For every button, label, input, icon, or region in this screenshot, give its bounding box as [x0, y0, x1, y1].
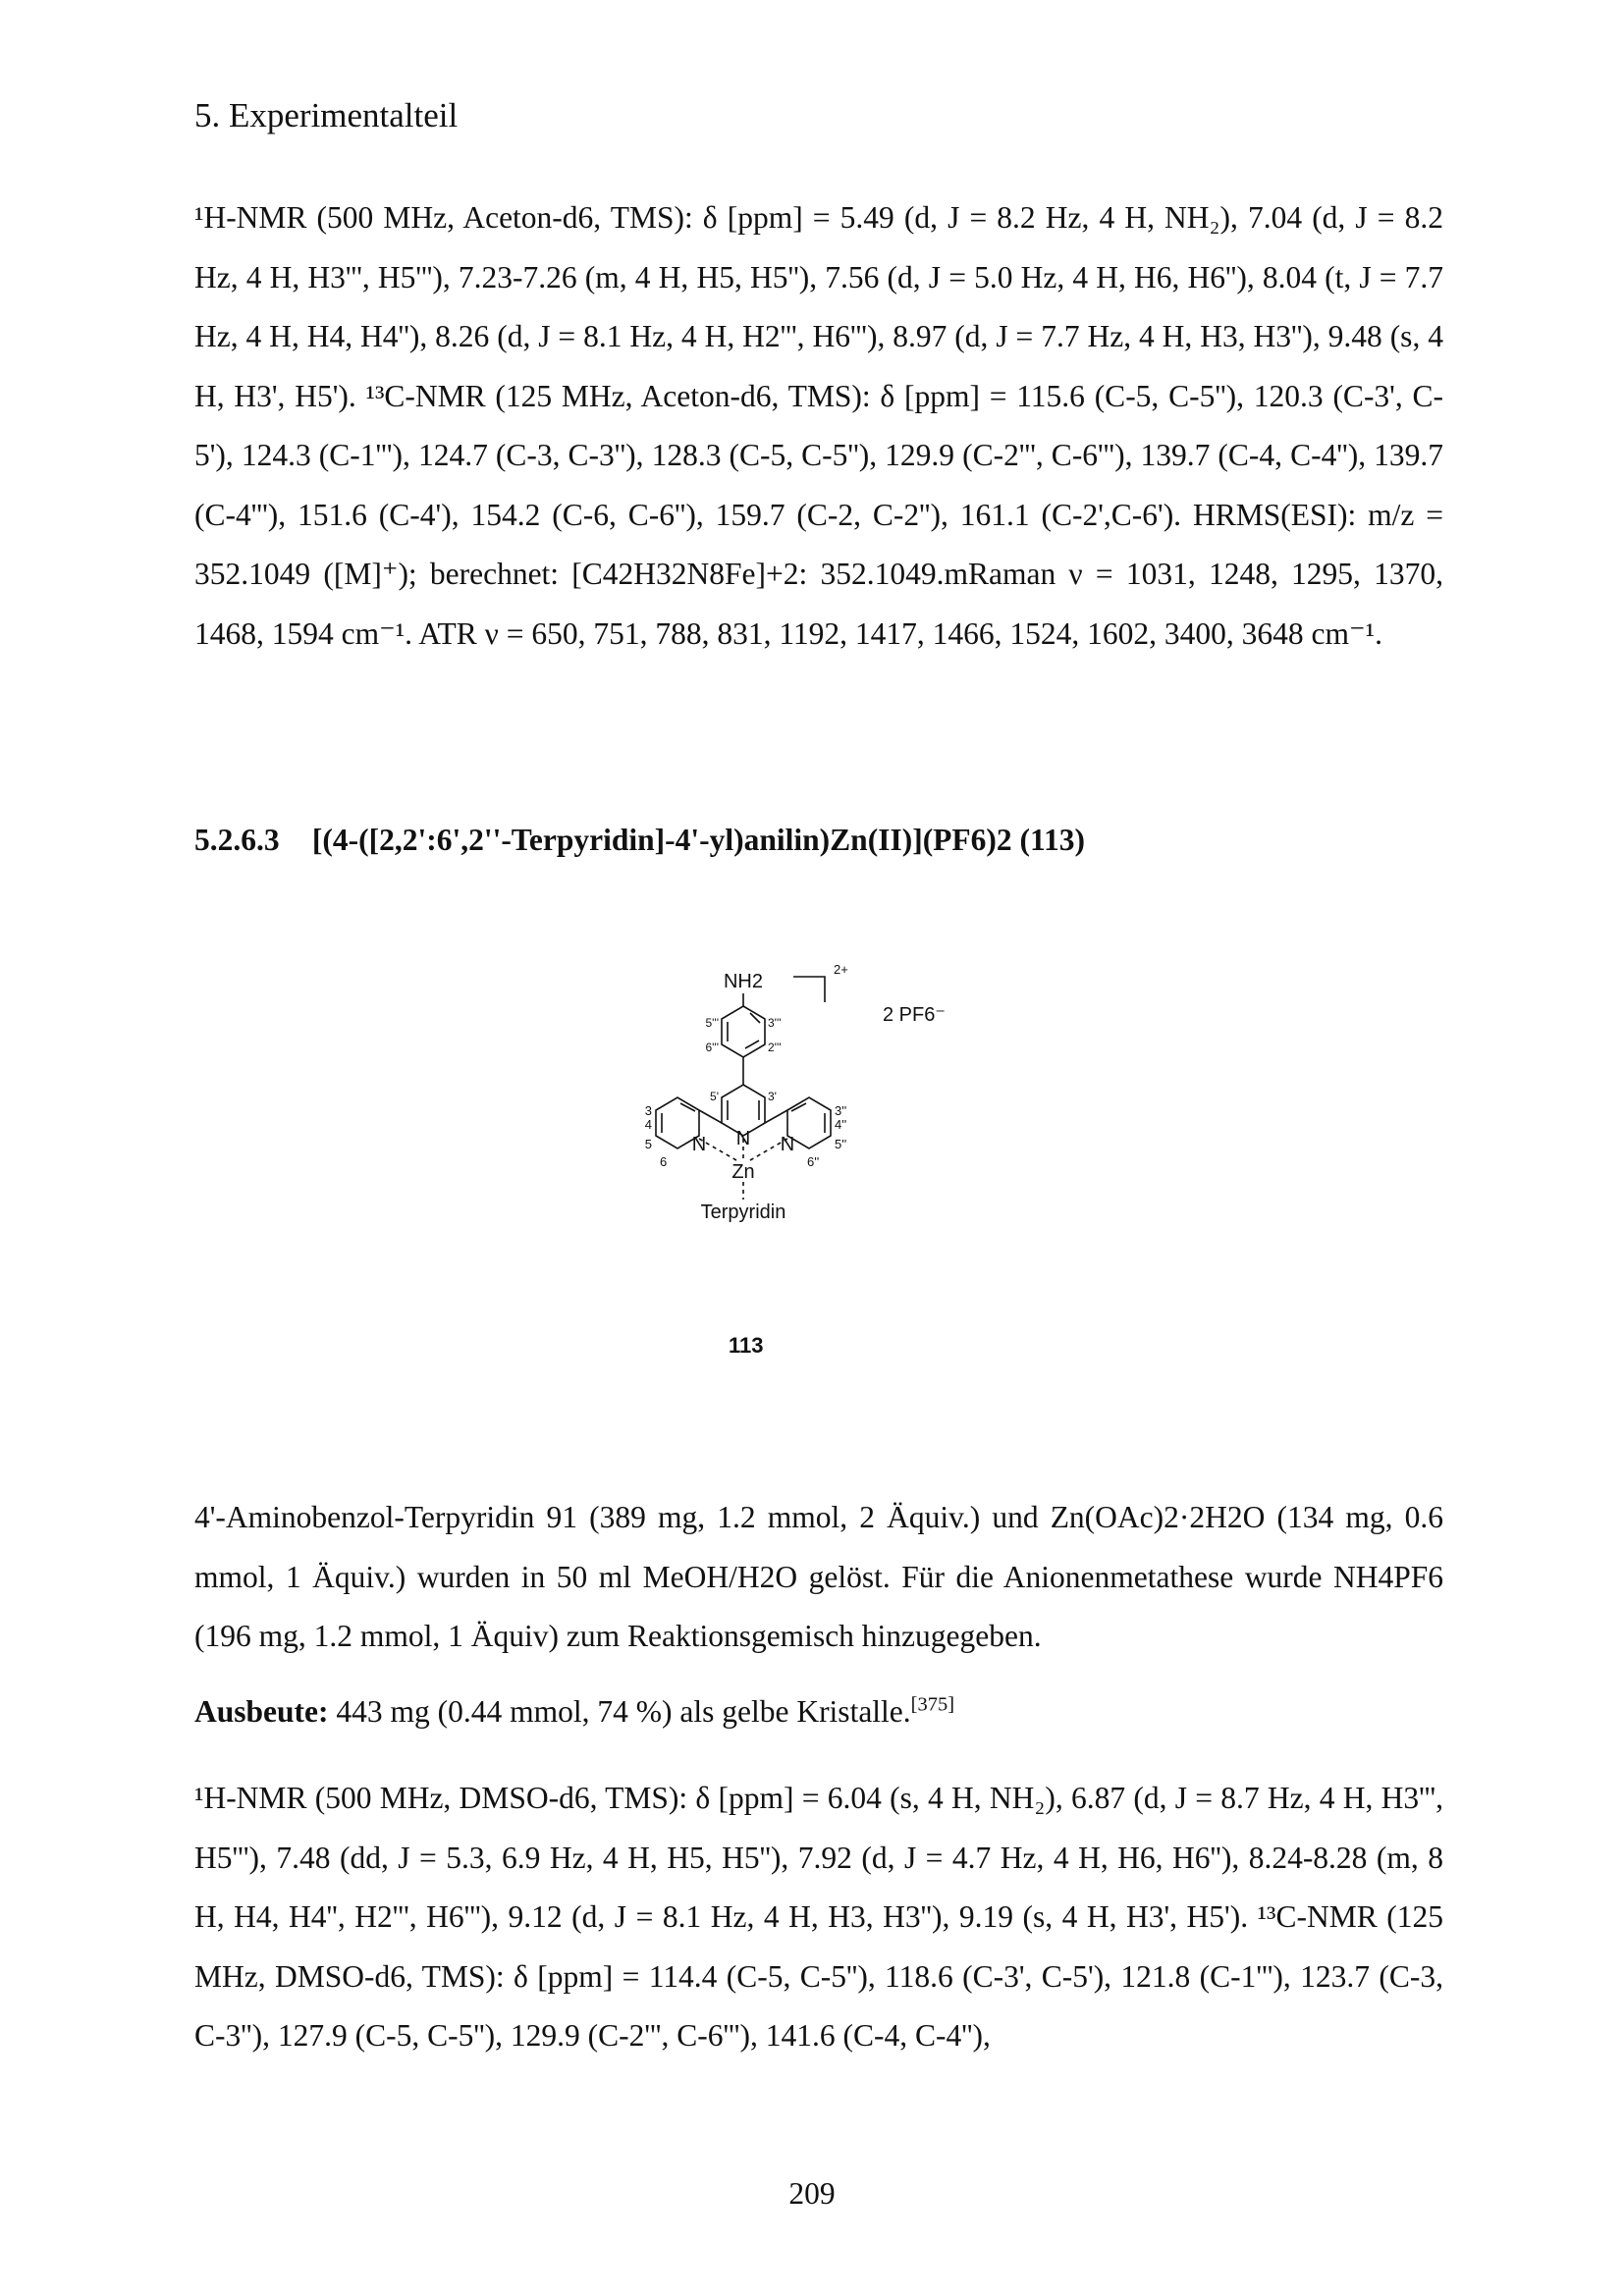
- terpyridin-label: Terpyridin: [700, 1201, 786, 1223]
- section-title: [(4-([2,2':6',2''-Terpyridin]-4'-yl)anilin)Zn(II)](PF6)2 (113): [311, 823, 1086, 857]
- label-5ppp: 5''': [705, 1016, 719, 1030]
- yield-line: [194, 1682, 1443, 1742]
- charge-label: 2+: [834, 962, 848, 977]
- label-6pp: 6'': [807, 1154, 820, 1169]
- running-header: 5. Experimentalteil: [194, 96, 459, 134]
- label-6: 6: [660, 1154, 668, 1169]
- label-3p: 3': [768, 1090, 777, 1103]
- label-3: 3: [644, 1103, 652, 1118]
- structure-drawing: [550, 942, 1060, 1374]
- chemical-structure-figure: [550, 942, 1060, 1374]
- synthesis-paragraph: 4'-Aminobenzol-Terpyridin 91 (389 mg, 1.2 mmol, 2 Äquiv.) und Zn(OAc)2·2H2O (134 mg, 0.6 mmol, 1 Äquiv.) wurden in 50 ml MeOH/H2O gelöst. Für die Anionenmetathese wurde NH4PF6 (196 mg, 1.2 mmol, 1 Äquiv) zum Reaktionsgemisch hinzugegeben.: [194, 1500, 1443, 1653]
- nmr-paragraph-2: ¹H-NMR (500 MHz, DMSO-d6, TMS): δ [ppm] = 6.04 (s, 4 H, NH₂), 6.87 (d, J = 8.7 Hz, 4 H, H3''', H5'''), 7.48 (dd, J = 5.3, 6.9 Hz, 4 H, H5, H5''), 7.92 (d, J = 4.7 Hz, 4 H, H6, H6''), 8.24-8.28 (m, 8 H, H4, H4'', H2''', H6'''), 9.12 (d, J = 8.1 Hz, 4 H, H3, H3''), 9.19 (s, 4 H, H3', H5'). ¹³C-NMR (125 MHz, DMSO-d6, TMS): δ [ppm] = 114.4 (C-5, C-5''), 118.6 (C-3', C-5'), 121.8 (C-1'''), 123.7 (C-3, C-3''), 127.9 (C-5, C-5''), 129.9 (C-2''', C-6'''), 141.6 (C-4, C-4''),: [194, 1781, 1443, 2053]
- nh2-label: NH2: [723, 971, 764, 992]
- n-left-label: N: [691, 1134, 707, 1155]
- label-4: 4: [644, 1117, 652, 1132]
- charge-bracket: [793, 977, 825, 1002]
- compound-number: 113: [729, 1333, 764, 1358]
- n-central-label: N: [735, 1128, 751, 1149]
- nmr-paragraph-1: ¹H-NMR (500 MHz, Aceton-d6, TMS): δ [ppm] = 5.49 (d, J = 8.2 Hz, 4 H, NH₂), 7.04 (d, J = 8.2 Hz, 4 H, H3''', H5'''), 7.23-7.26 (m, 4 H, H5, H5''), 7.56 (d, J = 5.0 Hz, 4 H, H6, H6''), 8.04 (t, J = 7.7 Hz, 4 H, H4, H4''), 8.26 (d, J = 8.1 Hz, 4 H, H2''', H6'''), 8.97 (d, J = 7.7 Hz, 4 H, H3, H3''), 9.48 (s, 4 H, H3', H5'). ¹³C-NMR (125 MHz, Aceton-d6, TMS): δ [ppm] = 115.6 (C-5, C-5''), 120.3 (C-3', C-5'), 124.3 (C-1'''), 124.7 (C-3, C-3''), 128.3 (C-5, C-5''), 129.9 (C-2''', C-6'''), 139.7 (C-4, C-4''), 139.7 (C-4'''), 151.6 (C-4'), 154.2 (C-6, C-6''), 159.7 (C-2, C-2''), 161.1 (C-2',C-6'). HRMS(ESI): m/z = 352.1049 ([M]⁺); berechnet: [C42H32N8Fe]+2: 352.1049.mRaman ν = 1031, 1248, 1295, 1370, 1468, 1594 cm⁻¹. ATR ν = 650, 751, 788, 831, 1192, 1417, 1466, 1524, 1602, 3400, 3648 cm⁻¹.: [194, 200, 1443, 651]
- label-4pp: 4'': [835, 1117, 847, 1132]
- n-right-label: N: [780, 1134, 795, 1155]
- label-5: 5: [644, 1137, 652, 1151]
- zn-label: Zn: [731, 1161, 755, 1183]
- label-3ppp: 3''': [768, 1016, 782, 1030]
- page-number: 209: [788, 2176, 836, 2211]
- label-5p: 5': [710, 1090, 719, 1103]
- section-heading: [194, 823, 1085, 858]
- counterion-label: 2 PF6⁻: [883, 1004, 946, 1026]
- yield-reference: [375]: [910, 1693, 955, 1716]
- yield-label: Ausbeute:: [194, 1694, 329, 1729]
- label-5pp: 5'': [835, 1137, 847, 1151]
- yield-text: 443 mg (0.44 mmol, 74 %) als gelbe Kristalle.: [336, 1694, 911, 1729]
- label-6ppp: 6''': [705, 1041, 719, 1054]
- label-2ppp: 2''': [768, 1041, 782, 1054]
- label-3pp: 3'': [835, 1103, 847, 1118]
- section-number: 5.2.6.3: [194, 823, 280, 857]
